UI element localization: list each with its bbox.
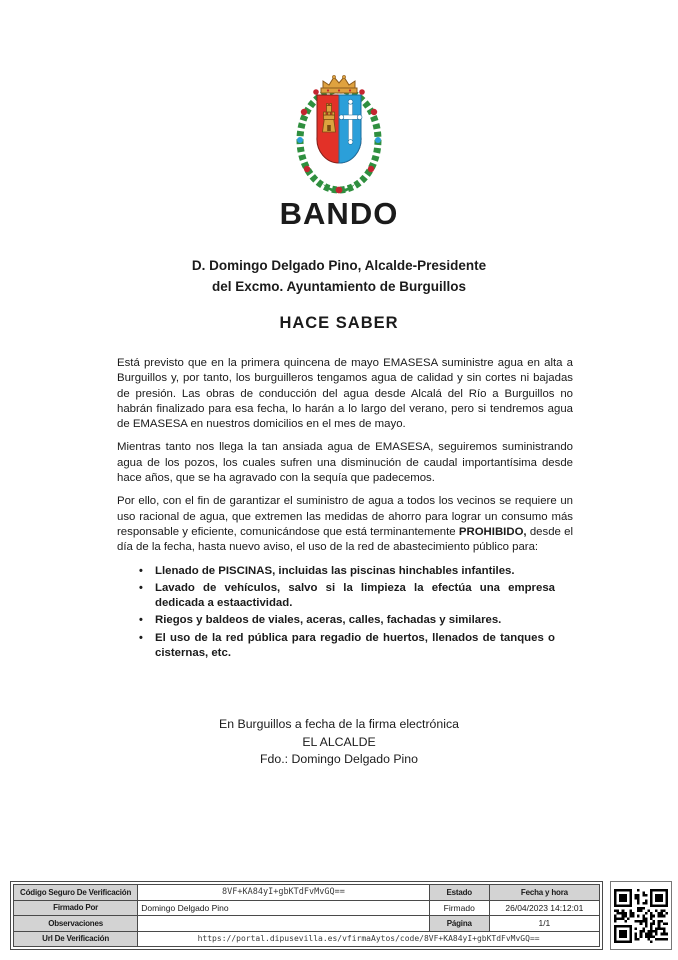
url-label-cell: Url De Verificación xyxy=(14,931,138,947)
mayor-subtitle xyxy=(0,255,678,297)
estado-value-cell: Firmado xyxy=(429,900,489,916)
page-title: BANDO xyxy=(279,196,399,231)
list-item: • Lavado de vehículos, salvo si la limpieza la efectúa una empresa dedicada a estaactividad. xyxy=(139,581,555,612)
observaciones-value-cell xyxy=(138,916,429,932)
hace-saber-heading: HACE SABER xyxy=(279,314,399,332)
closing-role-line: EL ALCALDE xyxy=(302,734,376,749)
observaciones-label-cell: Observaciones xyxy=(14,916,138,932)
body-paragraph-3 xyxy=(117,494,573,555)
burguillos-coat-of-arms-icon xyxy=(289,74,389,200)
pagina-value-cell: 1/1 xyxy=(489,916,599,932)
qr-code-box xyxy=(610,881,672,950)
body-paragraph-1: Está previsto que en la primera quincena de mayo EMASESA suministre agua en alta a Burguillos y, por tanto, los burguilleros tengamos agua de calidad y sin cortes ni bajadas de presión. Las obras de conducción del agua desde Alcalá del Río a Burguillos no habrán finalizado para esa fecha, lo harán a lo largo del verano, pero si tendremos agua de EMASESA en nuestros domicilios en el mes de mayo. xyxy=(117,357,573,431)
closing-signature-line: Fdo.: Domingo Delgado Pino xyxy=(260,752,418,766)
firmado-por-value-cell: Domingo Delgado Pino xyxy=(138,900,429,916)
fecha-label-cell: Fecha y hora xyxy=(489,885,599,901)
url-value-cell: https://portal.dipusevilla.es/vfirmaAytos/code/8VF+KA84yI+gbKTdFvMvGQ== xyxy=(138,931,600,947)
document-body xyxy=(117,356,573,663)
list-item: • Riegos y baldeos de viales, aceras, calles, fachadas y similares. xyxy=(139,613,555,628)
prohibido-bold-text: PROHIBIDO, xyxy=(458,525,527,538)
estado-label-cell: Estado xyxy=(429,885,489,901)
qr-code-icon xyxy=(614,889,668,943)
paragraph-3-post: desde el día de la fecha, hasta nuevo aviso, el uso de la red de abastecimiento público para: xyxy=(117,525,573,554)
csv-label-cell: Código Seguro De Verificación xyxy=(14,885,138,901)
list-item: • El uso de la red pública para regadio de huertos, llenados de tanques o cisternas, etc. xyxy=(139,631,555,662)
verification-table xyxy=(10,881,603,950)
prohibited-uses-list xyxy=(117,564,573,662)
pagina-label-cell: Página xyxy=(429,916,489,932)
subtitle-line-2: del Excmo. Ayuntamiento de Burguillos xyxy=(211,279,467,294)
csv-value-cell: 8VF+KA84yI+gbKTdFvMvGQ== xyxy=(138,885,429,901)
subtitle-line-1: D. Domingo Delgado Pino, Alcalde-Presidente xyxy=(191,258,487,273)
firmado-por-label-cell: Firmado Por xyxy=(14,900,138,916)
body-paragraph-2: Mientras tanto nos llega la tan ansiada agua de EMASESA, seguiremos suministrando agua de los pozos, los cuales sufren una disminución de caudal importantísima desde hace años, que se ha agravado con la sequía que padecemos. xyxy=(117,441,573,485)
closing-place-line: En Burguillos a fecha de la firma electrónica xyxy=(219,717,459,731)
coat-of-arms-svg xyxy=(289,74,389,200)
paragraph-3-pre: Por ello, con el fin de garantizar el suministro de agua a todos los vecinos se requiere un uso racional de agua, que extremen las medidas de ahorro para lograr un consumo más responsable y eficiente, comunicándose que está terminantemente xyxy=(117,495,573,538)
list-item: • Llenado de PISCINAS, incluidas las piscinas hinchables infantiles. xyxy=(139,564,555,579)
closing-block xyxy=(0,716,678,769)
fecha-value-cell: 26/04/2023 14:12:01 xyxy=(489,900,599,916)
